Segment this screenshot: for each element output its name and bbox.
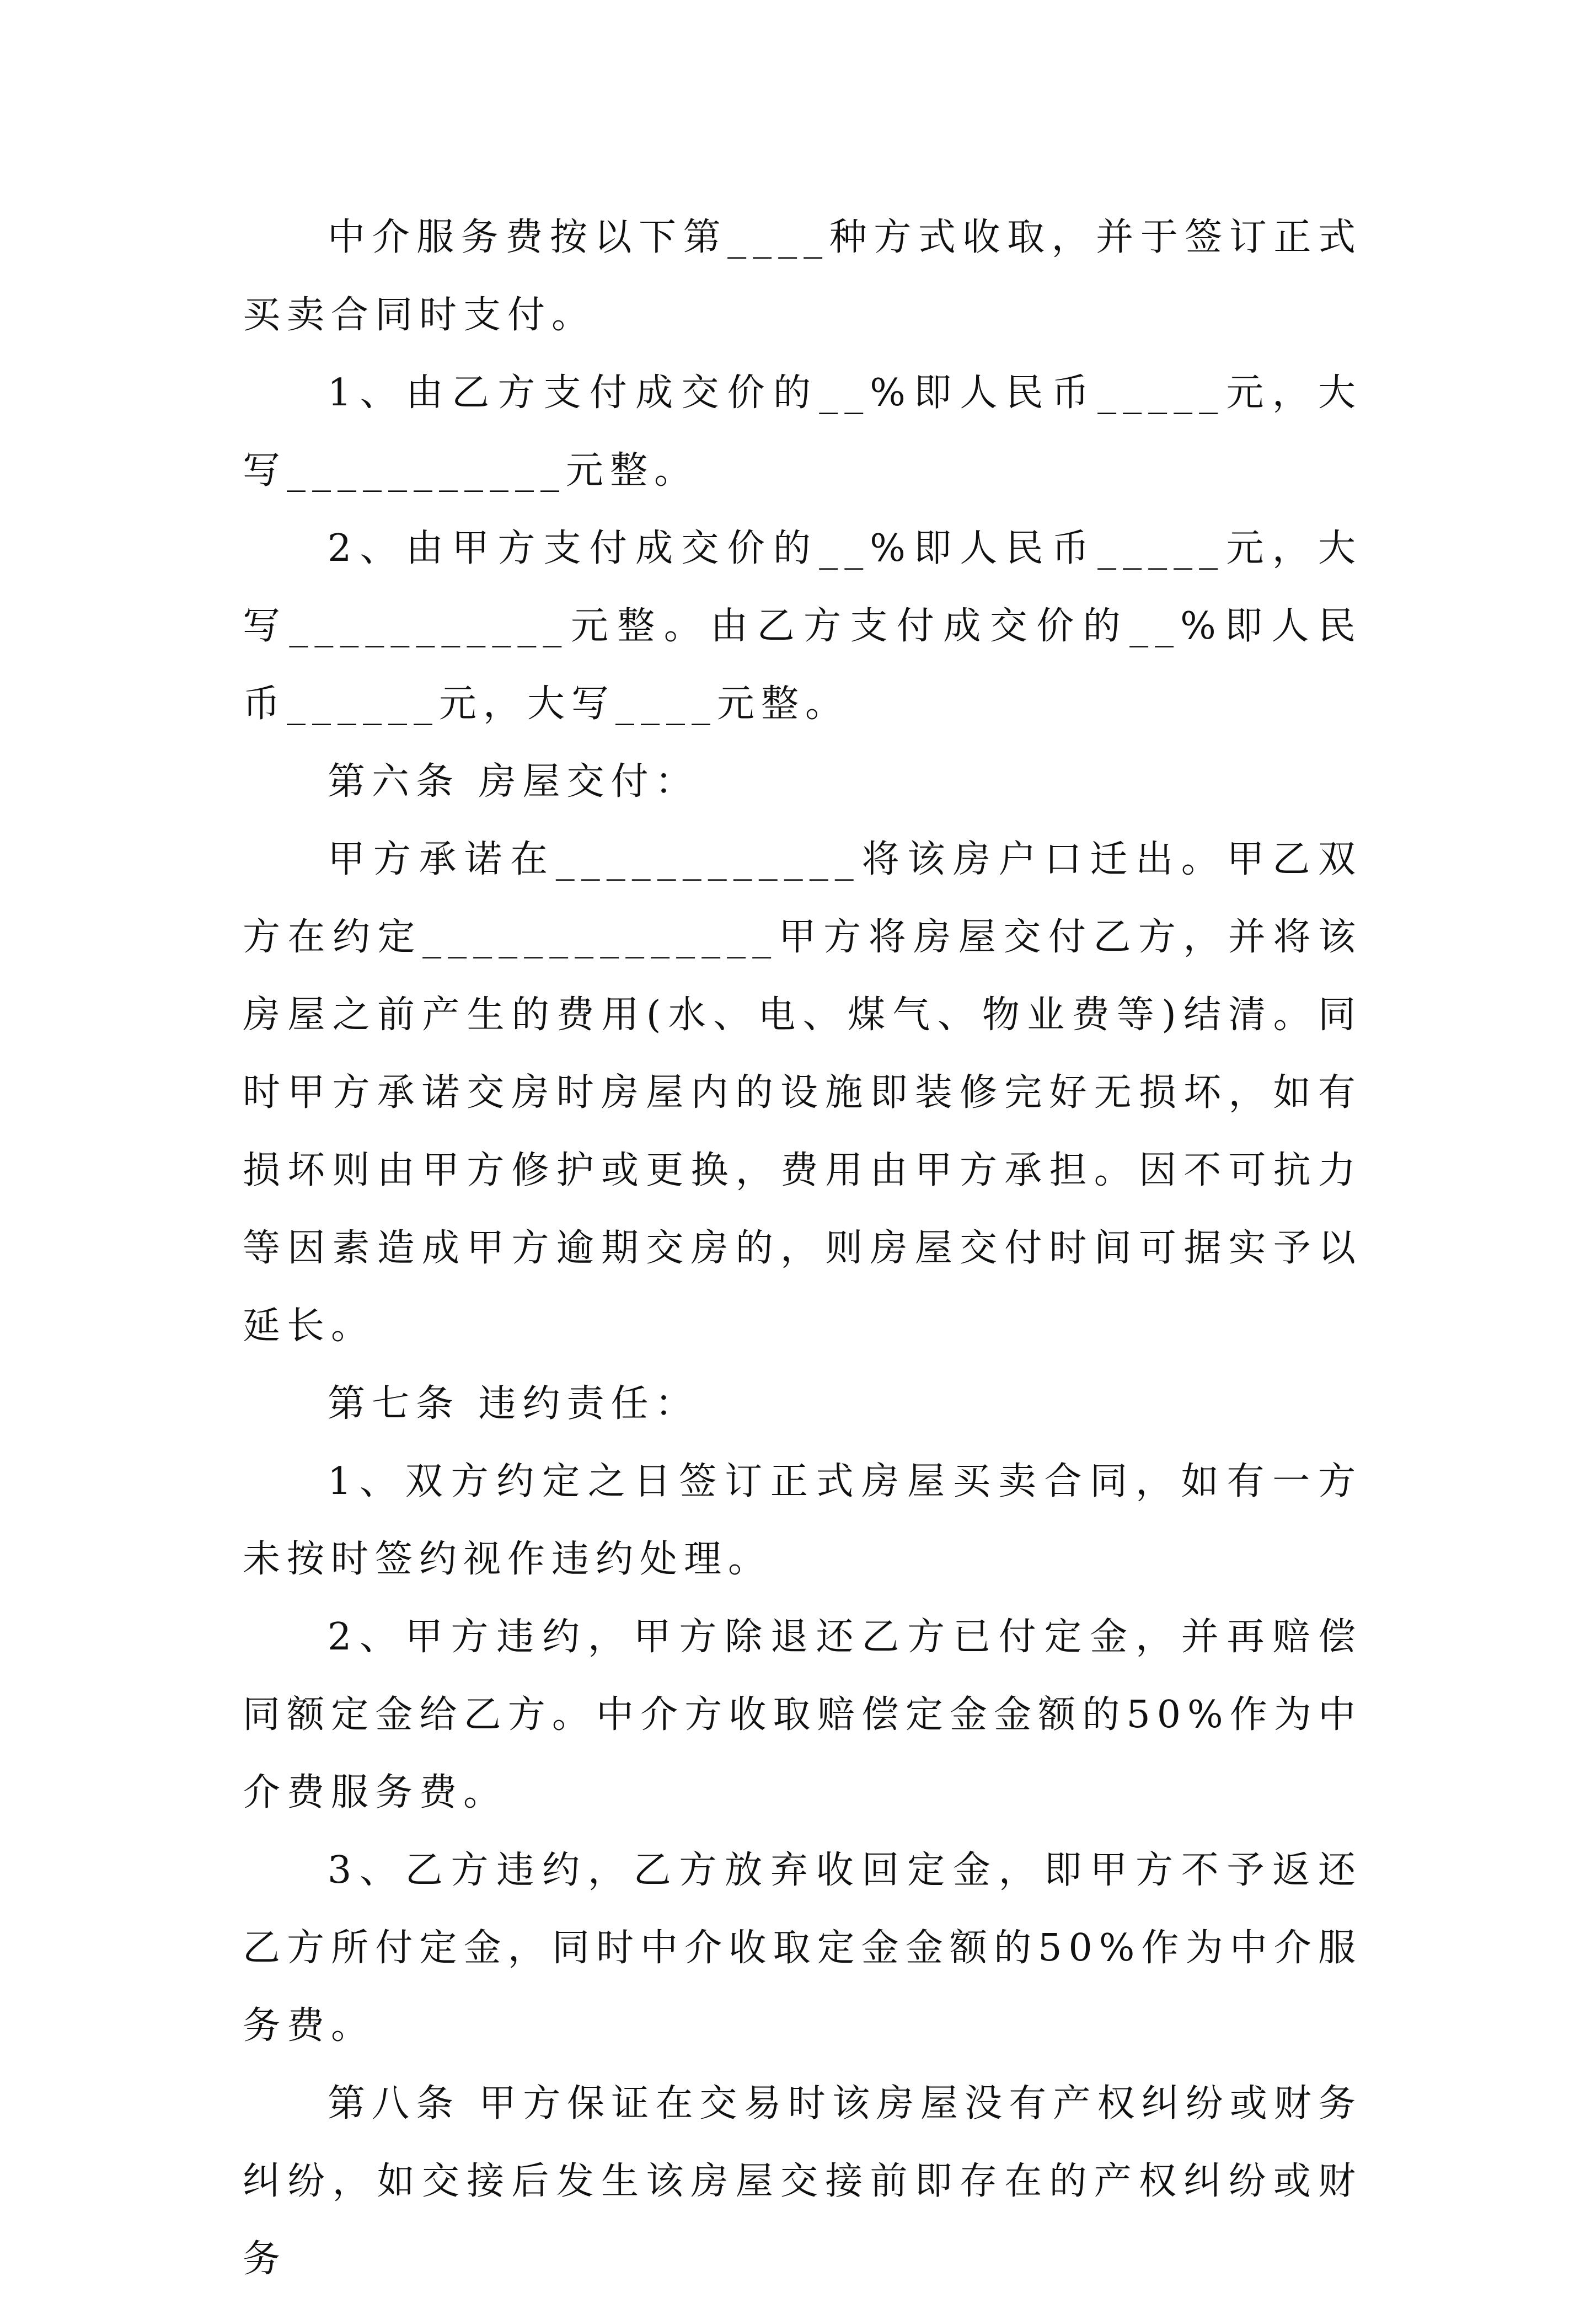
heading-article-6: 第六条 房屋交付： — [328, 760, 699, 804]
paragraph-breach-1: 1、双方约定之日签订正式房屋买卖合同，如有一方未按时签约视作违约处理。 — [243, 1460, 1362, 1581]
heading-article-7: 第七条 违约责任： — [328, 1382, 699, 1426]
paragraph-article-8: 第八条 甲方保证在交易时该房屋没有产权纠纷或财务纠纷，如交接后发生该房屋交接前即存在的产权纠纷或财务 — [243, 2082, 1362, 2281]
paragraph-breach-3: 3、乙方违约，乙方放弃收回定金，即甲方不予返还乙方所付定金，同时中介收取定金金额的50%作为中介服务费。 — [243, 1849, 1362, 2048]
paragraph-fee-option-1: 1、由乙方支付成交价的__%即人民币_____元，大写___________元整。 — [243, 371, 1362, 492]
document-body — [243, 199, 1362, 2298]
paragraph-house-delivery: 甲方承诺在____________将该房户口迁出。甲乙双方在约定______________甲方将房屋交付乙方，并将该房屋之前产生的费用(水、电、煤气、物业费等)结清。同时甲方承诺交房时房屋内的设施即装修完好无损坏，如有损坏则由甲方修护或更换，费用由甲方承担。因不可抗力等因素造成甲方逾期交房的，则房屋交付时间可据实予以延长。 — [243, 838, 1362, 1348]
paragraph-breach-2: 2、甲方违约，甲方除退还乙方已付定金，并再赔偿同额定金给乙方。中介方收取赔偿定金金额的50%作为中介费服务费。 — [243, 1615, 1362, 1814]
paragraph-service-fee: 中介服务费按以下第____种方式收取，并于签订正式买卖合同时支付。 — [243, 216, 1362, 337]
paragraph-fee-option-2: 2、由甲方支付成交价的__%即人民币_____元，大写___________元整。由乙方支付成交价的__%即人民币______元，大写____元整。 — [243, 527, 1362, 726]
